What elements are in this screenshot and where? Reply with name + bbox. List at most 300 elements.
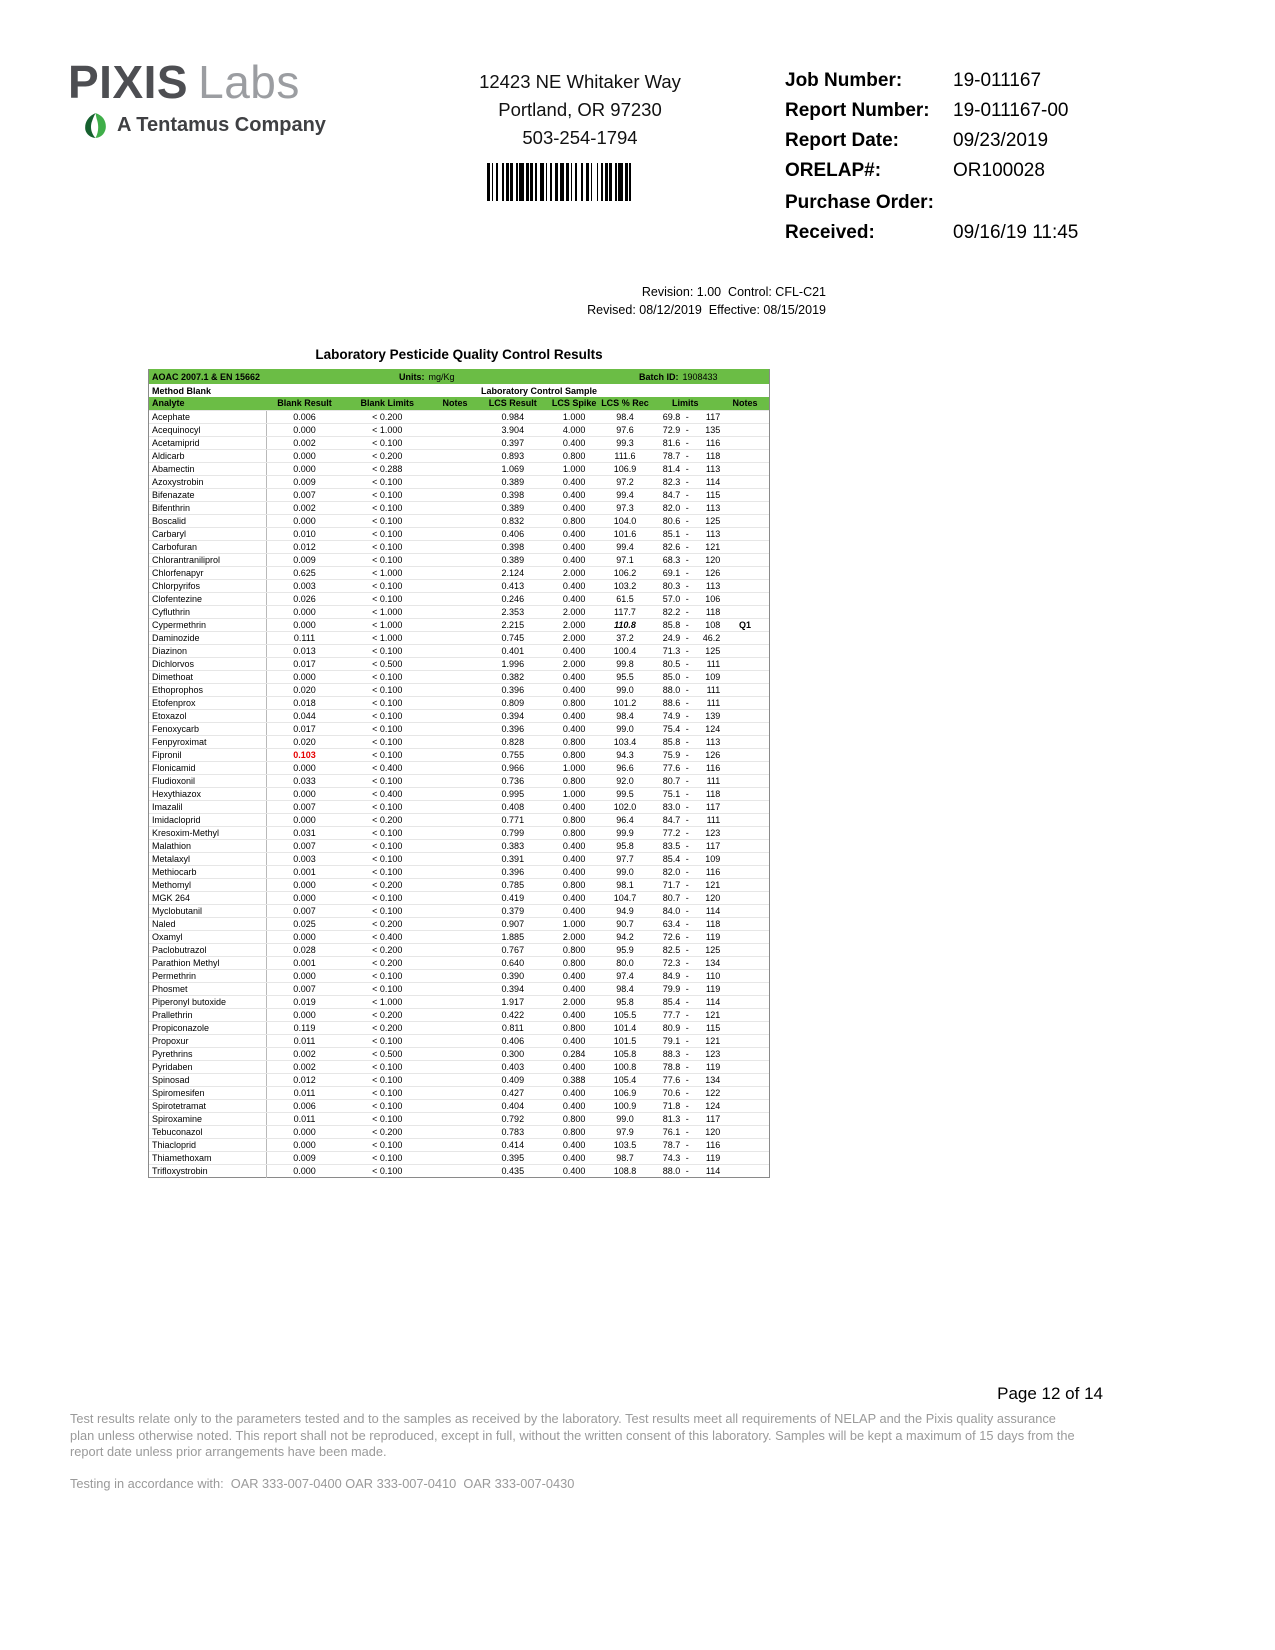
limit-dash: - (685, 645, 689, 656)
cell-lcs-rec: 97.3 (616, 502, 634, 513)
limit-low: 75.9 (662, 749, 681, 760)
limit-high: 109 (705, 853, 721, 864)
barcode (487, 163, 634, 201)
cell-analyte: MGK 264 (149, 892, 267, 905)
cell-limits (649, 1087, 721, 1100)
limit-dash: - (685, 762, 689, 773)
table-row (149, 982, 769, 995)
cell-blank-notes (432, 918, 478, 931)
cell-limits (649, 1165, 721, 1178)
limit-high: 125 (705, 944, 721, 955)
cell-limits (649, 697, 721, 710)
limit-low: 77.6 (662, 1074, 681, 1085)
table-row (149, 813, 769, 826)
cell-lcs-notes (721, 931, 769, 944)
limit-low: 70.6 (662, 1087, 681, 1098)
limit-dash: - (685, 1165, 689, 1176)
limit-low: 85.8 (662, 619, 681, 630)
cell-lcs-notes (721, 606, 769, 619)
cell-lcs-spike: 0.800 (562, 515, 586, 526)
cell-lcs-rec: 37.2 (616, 632, 634, 643)
cell-blank-result: 0.033 (293, 775, 316, 786)
limit-dash: - (685, 632, 689, 643)
limit-high: 121 (705, 1035, 721, 1046)
table-row (149, 722, 769, 735)
limit-low: 82.0 (662, 866, 681, 877)
cell-blank-result: 0.119 (293, 1022, 316, 1033)
limit-low: 81.4 (662, 463, 681, 474)
cell-blank-notes (432, 1048, 478, 1061)
cell-lcs-result: 0.792 (501, 1113, 525, 1124)
cell-blank-result: 0.000 (293, 671, 316, 682)
cell-limits (649, 515, 721, 528)
cell-blank-limits: < 0.100 (372, 528, 403, 539)
limit-dash: - (685, 450, 689, 461)
cell-lcs-rec: 99.3 (616, 437, 634, 448)
cell-lcs-rec: 104.7 (613, 892, 637, 903)
limit-dash: - (685, 476, 689, 487)
cell-analyte: Metalaxyl (149, 853, 267, 866)
cell-analyte: Methomyl (149, 879, 267, 892)
cell-lcs-notes (721, 879, 769, 892)
cell-blank-limits: < 0.100 (372, 541, 403, 552)
cell-limits (649, 801, 721, 814)
cell-lcs-rec: 110.8 (614, 619, 636, 630)
cell-lcs-notes (721, 918, 769, 931)
limit-low: 77.2 (662, 827, 681, 838)
limit-dash: - (685, 1009, 689, 1020)
cell-lcs-notes (721, 411, 769, 424)
cell-limits (649, 1048, 721, 1061)
cell-blank-result: 0.020 (293, 736, 316, 747)
limit-dash: - (685, 1126, 689, 1137)
cell-limits (649, 1113, 721, 1126)
cell-lcs-rec: 101.4 (613, 1022, 637, 1033)
cell-lcs-result: 0.995 (501, 788, 525, 799)
cell-analyte: Pyridaben (149, 1061, 267, 1074)
cell-blank-limits: < 0.200 (372, 411, 403, 422)
cell-lcs-notes (721, 762, 769, 775)
limit-low: 75.1 (662, 788, 681, 799)
cell-limits (649, 827, 721, 840)
limit-low: 85.0 (662, 671, 681, 682)
cell-lcs-result: 0.408 (501, 801, 525, 812)
cell-lcs-notes (721, 1139, 769, 1152)
cell-lcs-spike: 0.800 (562, 814, 586, 825)
cell-lcs-spike: 4.000 (562, 424, 586, 435)
cell-limits (649, 684, 721, 697)
cell-lcs-rec: 106.9 (613, 463, 637, 474)
limit-dash: - (685, 801, 689, 812)
cell-analyte: Pyrethrins (149, 1048, 267, 1061)
cell-blank-notes (432, 1100, 478, 1113)
table-row (149, 1112, 769, 1125)
limit-low: 84.9 (662, 970, 681, 981)
limit-low: 85.4 (662, 853, 681, 864)
cell-blank-notes (432, 593, 478, 606)
table-row (149, 631, 769, 644)
cell-lcs-rec: 99.4 (616, 489, 634, 500)
table-row (149, 1151, 769, 1164)
cell-lcs-result: 0.389 (501, 476, 525, 487)
cell-blank-notes (432, 554, 478, 567)
cell-analyte: Flonicamid (149, 762, 267, 775)
units-label: Units: (399, 371, 425, 382)
cell-lcs-rec: 96.4 (616, 814, 634, 825)
cell-lcs-result: 0.409 (501, 1074, 525, 1085)
cell-lcs-result: 0.379 (501, 905, 525, 916)
limit-dash: - (685, 580, 689, 591)
cell-blank-notes (432, 437, 478, 450)
cell-blank-result: 0.009 (293, 554, 316, 565)
cell-blank-notes (432, 866, 478, 879)
info-row (785, 218, 1225, 248)
cell-blank-result: 0.002 (293, 502, 316, 513)
limit-high: 106 (705, 593, 721, 604)
cell-blank-result: 0.018 (293, 697, 316, 708)
limit-low: 71.7 (662, 879, 681, 890)
cell-blank-notes (432, 411, 478, 424)
cell-limits (649, 450, 721, 463)
info-row (785, 66, 1225, 96)
limit-dash: - (685, 1152, 689, 1163)
limit-low: 83.5 (662, 840, 681, 851)
limit-dash: - (685, 1061, 689, 1072)
cell-blank-notes (432, 840, 478, 853)
cell-lcs-spike: 2.000 (562, 632, 586, 643)
table-row (149, 943, 769, 956)
cell-lcs-spike: 1.000 (562, 411, 586, 422)
cell-limits (649, 502, 721, 515)
limit-low: 74.9 (662, 710, 681, 721)
cell-limits (649, 554, 721, 567)
cell-blank-result: 0.000 (293, 1126, 316, 1137)
cell-lcs-rec: 98.7 (616, 1152, 634, 1163)
cell-blank-limits: < 0.100 (372, 1074, 403, 1085)
cell-lcs-spike: 0.400 (562, 1100, 586, 1111)
cell-lcs-rec: 97.9 (616, 1126, 634, 1137)
limit-dash: - (685, 411, 689, 422)
cell-lcs-notes (721, 1061, 769, 1074)
limit-high: 116 (705, 762, 721, 773)
table-row (149, 917, 769, 930)
table-row (149, 618, 769, 631)
table-row (149, 644, 769, 657)
cell-blank-limits: < 0.100 (372, 593, 403, 604)
cell-analyte: Parathion Methyl (149, 957, 267, 970)
limit-low: 78.8 (662, 1061, 681, 1072)
limit-low: 77.6 (662, 762, 681, 773)
cell-blank-result: 0.000 (293, 463, 316, 474)
cell-lcs-notes (721, 723, 769, 736)
cell-lcs-result: 2.353 (501, 606, 525, 617)
cell-analyte: Chlorpyrifos (149, 580, 267, 593)
cell-lcs-notes (721, 710, 769, 723)
limit-low: 80.3 (662, 580, 681, 591)
limit-high: 116 (705, 437, 721, 448)
cell-blank-result: 0.044 (293, 710, 316, 721)
table-row (149, 657, 769, 670)
cell-blank-limits: < 0.100 (372, 749, 403, 760)
limit-high: 111 (706, 684, 721, 695)
limit-high: 122 (705, 1087, 721, 1098)
cell-lcs-notes (721, 996, 769, 1009)
cell-blank-limits: < 0.100 (372, 970, 403, 981)
table-row (149, 930, 769, 943)
cell-blank-limits: < 0.100 (372, 1152, 403, 1163)
cell-limits (649, 411, 721, 424)
cell-blank-limits: < 0.100 (372, 489, 403, 500)
table-row (149, 878, 769, 891)
cell-lcs-notes (721, 1152, 769, 1165)
cell-lcs-notes (721, 1074, 769, 1087)
units-field (399, 372, 455, 382)
cell-lcs-notes (721, 1022, 769, 1035)
info-label: Report Date: (785, 130, 900, 151)
cell-blank-notes (432, 1035, 478, 1048)
info-label: Report Number: (785, 100, 930, 121)
cell-analyte: Spiroxamine (149, 1113, 267, 1126)
cell-blank-result: 0.009 (293, 476, 316, 487)
cell-blank-result: 0.000 (293, 515, 316, 526)
section-header-row (149, 384, 769, 397)
cell-lcs-notes (721, 1009, 769, 1022)
cell-lcs-notes (721, 554, 769, 567)
limit-low: 71.8 (662, 1100, 681, 1111)
cell-blank-result: 0.011 (293, 1087, 316, 1098)
info-row (785, 156, 1225, 186)
table-row (149, 540, 769, 553)
limit-dash: - (685, 528, 689, 539)
info-value: 19-011167 (953, 70, 1042, 91)
cell-lcs-rec: 100.9 (613, 1100, 637, 1111)
cell-lcs-notes (721, 905, 769, 918)
cell-analyte: Malathion (149, 840, 267, 853)
limit-dash: - (685, 1139, 689, 1150)
table-row (149, 1008, 769, 1021)
cell-blank-result: 0.002 (293, 1061, 316, 1072)
cell-analyte: Thiacloprid (149, 1139, 267, 1152)
limit-dash: - (685, 619, 689, 630)
cell-limits (649, 983, 721, 996)
table-row (149, 774, 769, 787)
cell-lcs-rec: 101.2 (613, 697, 637, 708)
cell-blank-limits: < 0.100 (372, 710, 403, 721)
table-row (149, 787, 769, 800)
cell-lcs-rec: 105.5 (613, 1009, 637, 1020)
cell-blank-result: 0.103 (293, 749, 316, 760)
cell-lcs-result: 1.917 (501, 996, 525, 1007)
cell-analyte: Etoxazol (149, 710, 267, 723)
info-value: 19-011167-00 (953, 100, 1069, 121)
limit-low: 57.0 (662, 593, 681, 604)
cell-blank-limits: < 0.100 (372, 580, 403, 591)
cell-limits (649, 749, 721, 762)
cell-limits (649, 606, 721, 619)
cell-lcs-rec: 106.2 (613, 567, 637, 578)
cell-blank-limits: < 1.000 (372, 567, 403, 578)
cell-lcs-rec: 97.7 (616, 853, 634, 864)
cell-blank-limits: < 0.100 (372, 853, 403, 864)
cell-lcs-spike: 0.800 (562, 736, 586, 747)
cell-blank-limits: < 0.288 (372, 463, 403, 474)
cell-blank-notes (432, 1152, 478, 1165)
table-row (149, 423, 769, 436)
limit-high: 121 (705, 541, 721, 552)
table-row (149, 709, 769, 722)
cell-lcs-result: 0.984 (501, 411, 525, 422)
address-line-1: 12423 NE Whitaker Way (479, 71, 681, 92)
cell-blank-limits: < 0.100 (372, 1035, 403, 1046)
limit-high: 110 (705, 970, 721, 981)
cell-blank-notes (432, 788, 478, 801)
limit-dash: - (685, 970, 689, 981)
cell-blank-limits: < 0.400 (372, 931, 403, 942)
cell-analyte: Imazalil (149, 801, 267, 814)
table-row (149, 462, 769, 475)
cell-lcs-notes (721, 957, 769, 970)
cell-blank-limits: < 0.100 (372, 554, 403, 565)
cell-lcs-notes (721, 944, 769, 957)
cell-limits (649, 762, 721, 775)
limit-low: 71.3 (662, 645, 681, 656)
cell-lcs-result: 0.767 (501, 944, 525, 955)
cell-lcs-notes (721, 1165, 769, 1178)
info-value: 09/23/2019 (953, 130, 1049, 151)
limit-low: 75.4 (662, 723, 681, 734)
table-row (149, 1034, 769, 1047)
limit-dash: - (685, 489, 689, 500)
cell-blank-result: 0.625 (293, 567, 316, 578)
cell-blank-limits: < 0.100 (372, 1100, 403, 1111)
limit-high: 113 (705, 736, 721, 747)
cell-blank-limits: < 0.200 (372, 1126, 403, 1137)
cell-limits (649, 632, 721, 645)
limit-high: 125 (705, 515, 721, 526)
limit-dash: - (685, 736, 689, 747)
cell-limits (649, 580, 721, 593)
cell-limits (649, 476, 721, 489)
limit-high: 134 (705, 957, 721, 968)
cell-blank-limits: < 1.000 (372, 619, 403, 630)
col-header-lcs-rec: LCS % Rec (601, 398, 649, 408)
limit-high: 117 (705, 840, 721, 851)
limit-high: 111 (706, 697, 721, 708)
cell-lcs-spike: 0.800 (562, 1126, 586, 1137)
limit-dash: - (685, 957, 689, 968)
limit-high: 116 (705, 866, 721, 877)
cell-blank-notes (432, 1009, 478, 1022)
limit-low: 80.7 (662, 892, 681, 903)
cell-limits (649, 528, 721, 541)
cell-blank-notes (432, 632, 478, 645)
cell-lcs-result: 0.413 (501, 580, 525, 591)
limit-low: 88.0 (662, 684, 681, 695)
cell-blank-result: 0.011 (293, 1113, 316, 1124)
cell-lcs-notes (721, 866, 769, 879)
cell-analyte: Trifloxystrobin (149, 1165, 267, 1178)
cell-limits (649, 970, 721, 983)
cell-blank-limits: < 1.000 (372, 606, 403, 617)
limit-low: 85.1 (662, 528, 681, 539)
limit-high: 46.2 (702, 632, 721, 643)
cell-lcs-spike: 0.800 (562, 1113, 586, 1124)
limit-low: 79.9 (662, 983, 681, 994)
cell-blank-notes (432, 450, 478, 463)
cell-blank-notes (432, 1165, 478, 1178)
cell-blank-result: 0.012 (293, 1074, 316, 1085)
cell-limits (649, 736, 721, 749)
cell-lcs-rec: 106.9 (613, 1087, 637, 1098)
cell-analyte: Carbofuran (149, 541, 267, 554)
cell-blank-result: 0.009 (293, 1152, 316, 1163)
cell-lcs-notes (721, 840, 769, 853)
cell-lcs-spike: 0.400 (562, 723, 586, 734)
cell-limits (649, 918, 721, 931)
cell-blank-limits: < 0.500 (372, 658, 403, 669)
limit-dash: - (685, 1022, 689, 1033)
limit-dash: - (685, 1113, 689, 1124)
cell-lcs-rec: 90.7 (616, 918, 634, 929)
limit-dash: - (685, 905, 689, 916)
cell-blank-notes (432, 827, 478, 840)
cell-analyte: Tebuconazol (149, 1126, 267, 1139)
cell-lcs-result: 0.406 (501, 528, 525, 539)
cell-lcs-result: 0.394 (501, 710, 525, 721)
limit-high: 126 (705, 567, 721, 578)
limit-high: 114 (705, 996, 721, 1007)
cell-lcs-result: 0.811 (501, 1022, 524, 1033)
batch-label: Batch ID: (639, 371, 679, 382)
cell-blank-notes (432, 567, 478, 580)
cell-blank-notes (432, 996, 478, 1009)
table-row (149, 488, 769, 501)
table-row (149, 1060, 769, 1073)
table-row (149, 670, 769, 683)
cell-lcs-result: 0.398 (501, 489, 525, 500)
cell-lcs-spike: 2.000 (562, 567, 586, 578)
cell-blank-limits: < 0.100 (372, 476, 403, 487)
cell-blank-result: 0.000 (293, 762, 316, 773)
cell-lcs-result: 0.435 (501, 1165, 525, 1176)
table-row (149, 527, 769, 540)
cell-blank-notes (432, 879, 478, 892)
limit-dash: - (685, 892, 689, 903)
limit-high: 113 (705, 463, 721, 474)
cell-limits (649, 619, 721, 632)
limit-low: 84.7 (662, 489, 681, 500)
cell-limits (649, 892, 721, 905)
cell-analyte: Azoxystrobin (149, 476, 267, 489)
table-row (149, 995, 769, 1008)
cell-limits (649, 463, 721, 476)
cell-limits (649, 1126, 721, 1139)
limit-dash: - (685, 684, 689, 695)
table-row (149, 865, 769, 878)
cell-lcs-spike: 0.800 (562, 1022, 586, 1033)
cell-analyte: Acephate (149, 411, 267, 424)
cell-analyte: Abamectin (149, 463, 267, 476)
cell-lcs-spike: 0.400 (562, 853, 586, 864)
cell-lcs-result: 2.215 (501, 619, 525, 630)
method-blank-header: Method Blank (152, 385, 212, 396)
cell-analyte: Permethrin (149, 970, 267, 983)
col-header-notes: Notes (732, 398, 758, 408)
cell-lcs-result: 0.736 (501, 775, 525, 786)
pixis-labs-logo (68, 58, 326, 139)
cell-lcs-rec: 102.0 (613, 801, 637, 812)
limit-high: 111 (706, 814, 721, 825)
